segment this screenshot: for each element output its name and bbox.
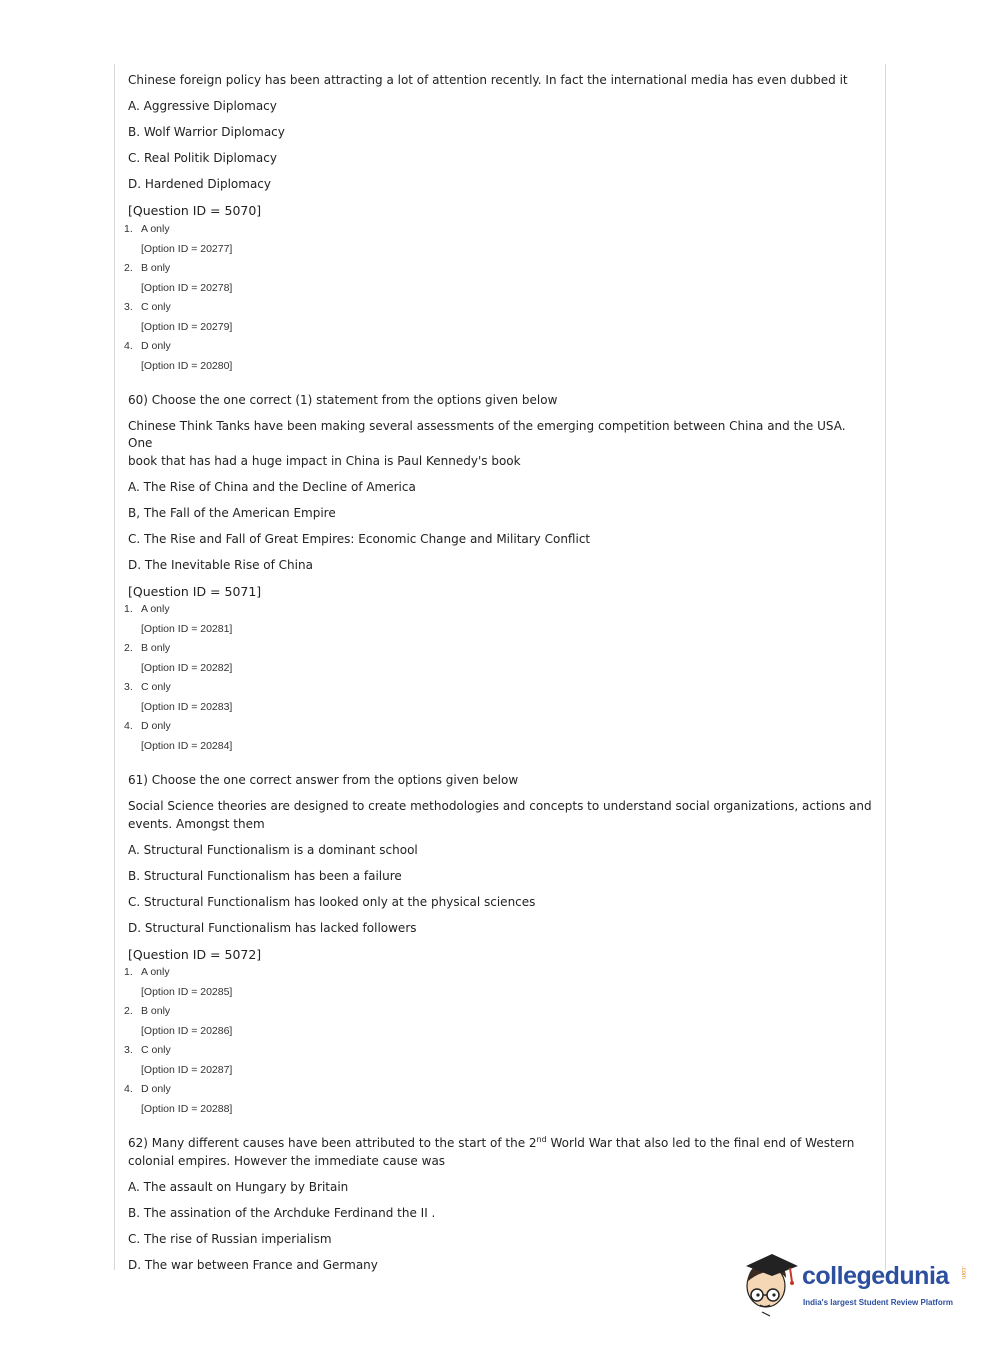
choice-d: D. The war between France and Germany — [128, 1257, 378, 1272]
option-number: 3. — [124, 681, 133, 693]
choice-c: C. The rise of Russian imperialism — [128, 1231, 332, 1246]
option-number: 3. — [124, 1044, 133, 1056]
option-id: [Option ID = 20287] — [141, 1064, 233, 1076]
option-number: 2. — [124, 261, 133, 274]
question-text-line: book that has had a huge impact in China is Paul Kennedy's book — [128, 453, 521, 468]
option-number: 1. — [124, 222, 133, 235]
mascot-icon — [742, 1248, 802, 1318]
choice-d: D. The Inevitable Rise of China — [128, 557, 313, 572]
question-59 — [124, 72, 872, 378]
choice-a: A. The assault on Hungary by Britain — [128, 1179, 349, 1194]
option-label: C only — [141, 1044, 171, 1056]
heading-text: 62) Many different causes have been attributed to the start of the 2 — [128, 1136, 537, 1150]
heading-superscript: nd — [536, 1135, 547, 1144]
option-number: 1. — [124, 603, 133, 615]
option-id: [Option ID = 20288] — [141, 1103, 233, 1115]
option-label: A only — [141, 966, 170, 978]
option-id: [Option ID = 20278] — [141, 281, 233, 294]
option-label: D only — [141, 720, 171, 732]
choice-c: C. Structural Functionalism has looked only at the physical sciences — [128, 894, 536, 909]
option-label: A only — [141, 222, 170, 235]
choice-a: A. Aggressive Diplomacy — [128, 99, 277, 113]
choice-a: A. The Rise of China and the Decline of America — [128, 479, 416, 494]
option-number: 4. — [124, 720, 133, 732]
option-number: 4. — [124, 1083, 133, 1095]
question-text-line: Chinese Think Tanks have been making several assessments of the emerging competition between China and the USA. One — [128, 418, 846, 450]
option-list — [124, 965, 872, 1121]
option-number: 2. — [124, 642, 133, 654]
option-label: B only — [141, 642, 171, 654]
choice-b: B. The assination of the Archduke Ferdinand the II . — [128, 1205, 436, 1220]
question-text: Chinese foreign policy has been attracting a lot of attention recently. In fact the international media has even dubbed it — [128, 73, 848, 87]
question-61 — [124, 772, 872, 1121]
option-id: [Option ID = 20277] — [141, 242, 233, 255]
collegedunia-logo[interactable] — [742, 1248, 972, 1318]
option-id: [Option ID = 20280] — [141, 359, 233, 372]
choice-c: C. The Rise and Fall of Great Empires: Economic Change and Military Conflict — [128, 531, 591, 546]
option-label: D only — [141, 1083, 171, 1095]
option-label: B only — [141, 1005, 171, 1017]
heading-text: World War that also led to the final end of Western — [546, 1136, 855, 1150]
question-heading: 60) Choose the one correct (1) statement from the options given below — [128, 392, 558, 407]
option-number: 2. — [124, 1005, 133, 1017]
choice-b: B, The Fall of the American Empire — [128, 505, 336, 520]
option-id: [Option ID = 20285] — [141, 986, 233, 998]
logo-wordmark: collegedunia — [802, 1262, 949, 1290]
question-text-line: colonial empires. However the immediate cause was — [128, 1153, 446, 1168]
question-text — [128, 798, 872, 833]
question-id: [Question ID = 5070] — [128, 203, 262, 218]
option-id: [Option ID = 20283] — [141, 701, 233, 713]
option-label: B only — [141, 261, 171, 274]
question-text-line: Social Science theories are designed to create methodologies and concepts to understand social organizations, actions and — [128, 799, 872, 813]
option-id: [Option ID = 20279] — [141, 320, 233, 333]
question-id: [Question ID = 5071] — [128, 583, 262, 599]
option-id: [Option ID = 20284] — [141, 740, 233, 752]
option-list — [124, 602, 872, 758]
choice-c: C. Real Politik Diplomacy — [128, 151, 277, 165]
question-text — [128, 418, 872, 471]
option-id: [Option ID = 20282] — [141, 662, 233, 674]
option-number: 4. — [124, 339, 133, 352]
option-number: 3. — [124, 300, 133, 313]
choice-d: D. Hardened Diplomacy — [128, 177, 271, 191]
question-heading-line — [128, 1135, 872, 1153]
option-number: 1. — [124, 966, 133, 978]
option-label: C only — [141, 300, 171, 313]
choice-a: A. Structural Functionalism is a dominant school — [128, 842, 418, 857]
choice-d: D. Structural Functionalism has lacked followers — [128, 920, 417, 935]
option-label: D only — [141, 339, 171, 352]
logo-tagline: India's largest Student Review Platform — [803, 1298, 953, 1307]
option-label: A only — [141, 603, 170, 615]
option-id: [Option ID = 20281] — [141, 623, 233, 635]
choice-b: B. Structural Functionalism has been a failure — [128, 868, 402, 883]
question-60 — [124, 392, 872, 759]
option-list — [124, 222, 872, 378]
question-text-line: events. Amongst them — [128, 816, 265, 831]
question-heading: 61) Choose the one correct answer from the options given below — [128, 773, 519, 787]
logo-com: .com — [960, 1266, 966, 1280]
question-content — [124, 72, 872, 1283]
option-label: C only — [141, 681, 171, 693]
option-id: [Option ID = 20286] — [141, 1025, 233, 1037]
question-id: [Question ID = 5072] — [128, 946, 262, 962]
question-heading — [128, 1135, 872, 1170]
choice-b: B. Wolf Warrior Diplomacy — [128, 125, 285, 139]
